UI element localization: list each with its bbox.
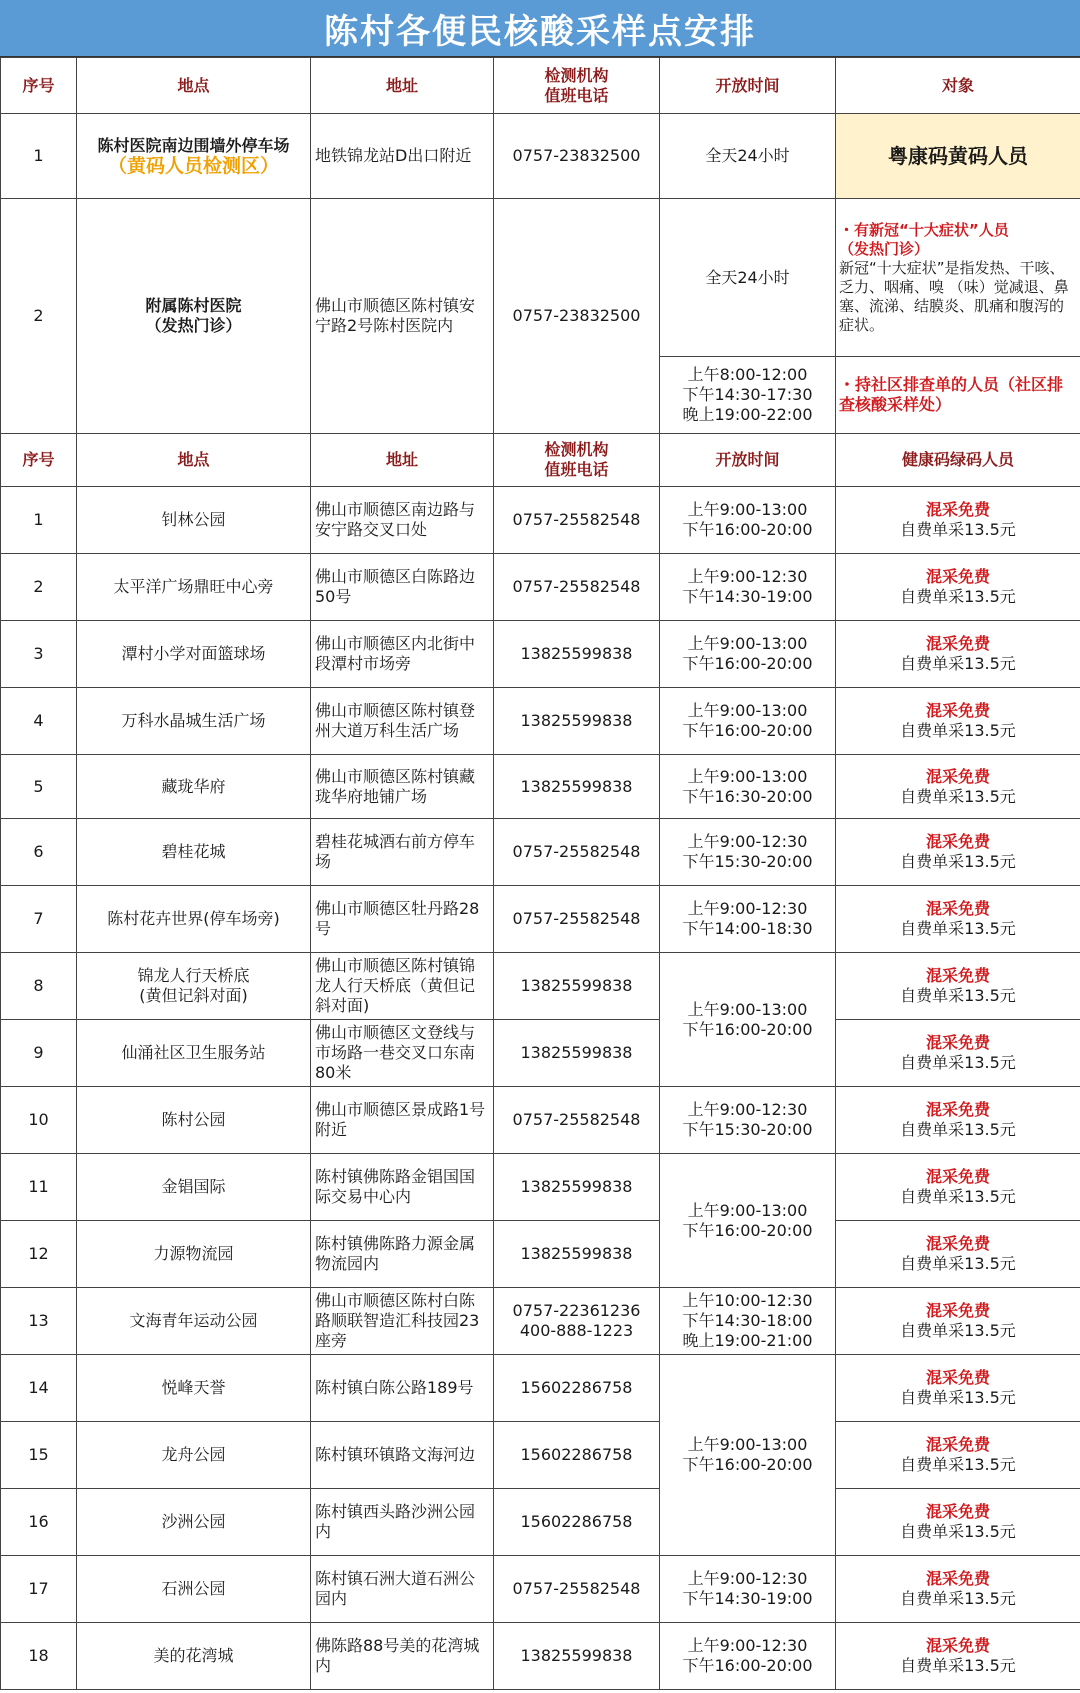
row-phone: 13825599838 xyxy=(494,1221,660,1288)
header-seq: 序号 xyxy=(1,58,77,114)
row-place: 金锠国际 xyxy=(77,1154,311,1221)
table-row xyxy=(1,1087,1080,1154)
row-phone: 0757-25582548 xyxy=(494,819,660,886)
row-place: 锦龙人行天桥底 (黄但记斜对面) xyxy=(77,953,311,1020)
row-hours: 上午9:00-12:30 下午14:30-19:00 xyxy=(660,1556,836,1623)
row-place: 陈村花卉世界(停车场旁) xyxy=(77,886,311,953)
row-seq: 5 xyxy=(1,755,77,819)
row-seq: 4 xyxy=(1,688,77,755)
header-target: 健康码绿码人员 xyxy=(836,434,1080,487)
row-place: 仙涌社区卫生服务站 xyxy=(77,1020,311,1087)
row-place: 万科水晶城生活广场 xyxy=(77,688,311,755)
table-row xyxy=(1,1020,1080,1087)
table-header xyxy=(1,434,1080,487)
row-address: 陈村镇西头路沙洲公园内 xyxy=(311,1489,494,1556)
row-phone: 0757-23832500 xyxy=(494,199,660,434)
row-hours: 上午8:00-12:00 下午14:30-17:30 晚上19:00-22:00 xyxy=(660,357,836,434)
row-address: 碧桂花城酒右前方停车场 xyxy=(311,819,494,886)
row-hours: 全天24小时 xyxy=(660,199,836,357)
row-address: 佛山市顺德区内北街中段潭村市场旁 xyxy=(311,621,494,688)
row-hours: 上午10:00-12:30 下午14:30-18:00 晚上19:00-21:00 xyxy=(660,1288,836,1355)
row-seq: 13 xyxy=(1,1288,77,1355)
row-target: ・持社区排查单的人员（社区排查核酸采样处） xyxy=(836,357,1080,434)
row-place: 悦峰天誉 xyxy=(77,1355,311,1422)
row-target: 混采免费 自费单采13.5元 xyxy=(836,1154,1080,1221)
table-row xyxy=(1,1288,1080,1355)
row-seq: 17 xyxy=(1,1556,77,1623)
row-target: 混采免费 自费单采13.5元 xyxy=(836,755,1080,819)
row-address: 陈村镇石洲大道石洲公园内 xyxy=(311,1556,494,1623)
row-address: 佛陈路88号美的花湾城内 xyxy=(311,1623,494,1690)
header-address: 地址 xyxy=(311,434,494,487)
row-address: 佛山市顺德区陈村白陈路顺联智造汇科技园23座旁 xyxy=(311,1288,494,1355)
row-target: 混采免费 自费单采13.5元 xyxy=(836,1489,1080,1556)
row-hours: 上午9:00-13:00 下午16:00-20:00 xyxy=(660,1154,836,1288)
row-hours: 上午9:00-12:30 下午16:00-20:00 xyxy=(660,1623,836,1690)
header-phone: 检测机构 值班电话 xyxy=(494,434,660,487)
row-phone: 15602286758 xyxy=(494,1422,660,1489)
row-place: 美的花湾城 xyxy=(77,1623,311,1690)
row-address: 陈村镇白陈公路189号 xyxy=(311,1355,494,1422)
row-target: 混采免费 自费单采13.5元 xyxy=(836,953,1080,1020)
table-row xyxy=(1,1556,1080,1623)
row-address: 佛山市顺德区牡丹路28号 xyxy=(311,886,494,953)
row-target: 混采免费 自费单采13.5元 xyxy=(836,1355,1080,1422)
row-address: 佛山市顺德区陈村镇登州大道万科生活广场 xyxy=(311,688,494,755)
row-place: 石洲公园 xyxy=(77,1556,311,1623)
row-place: 陈村医院南边围墙外停车场 （黄码人员检测区） xyxy=(77,114,311,199)
row-phone: 15602286758 xyxy=(494,1355,660,1422)
table-row xyxy=(1,1489,1080,1556)
row-seq: 3 xyxy=(1,621,77,688)
row-place: 文海青年运动公园 xyxy=(77,1288,311,1355)
row-address: 地铁锦龙站D出口附近 xyxy=(311,114,494,199)
page-title: 陈村各便民核酸采样点安排 xyxy=(0,0,1080,57)
row-seq: 9 xyxy=(1,1020,77,1087)
row-phone: 13825599838 xyxy=(494,1623,660,1690)
table-row xyxy=(1,1221,1080,1288)
row-seq: 10 xyxy=(1,1087,77,1154)
row-address: 佛山市顺德区陈村镇安宁路2号陈村医院内 xyxy=(311,199,494,434)
row-address: 陈村镇环镇路文海河边 xyxy=(311,1422,494,1489)
row-target: 粤康码黄码人员 xyxy=(836,114,1080,199)
row-phone: 0757-23832500 xyxy=(494,114,660,199)
row-seq: 2 xyxy=(1,554,77,621)
row-target: ・有新冠“十大症状”人员 （发热门诊） 新冠“十大症状”是指发热、干咳、乏力、咽痛、嗅 （味）觉减退、鼻塞、流涕、结膜炎、肌痛和腹泻的症状。 xyxy=(836,199,1080,357)
row-place: 太平洋广场鼎旺中心旁 xyxy=(77,554,311,621)
row-phone: 13825599838 xyxy=(494,755,660,819)
table-row xyxy=(1,1623,1080,1690)
row-target: 混采免费 自费单采13.5元 xyxy=(836,554,1080,621)
row-phone: 15602286758 xyxy=(494,1489,660,1556)
table-row xyxy=(1,114,1080,199)
row-address: 佛山市顺德区文登线与市场路一巷交叉口东南80米 xyxy=(311,1020,494,1087)
header-place: 地点 xyxy=(77,58,311,114)
row-phone: 0757-25582548 xyxy=(494,554,660,621)
row-target: 混采免费 自费单采13.5元 xyxy=(836,1288,1080,1355)
row-seq: 6 xyxy=(1,819,77,886)
row-target: 混采免费 自费单采13.5元 xyxy=(836,621,1080,688)
row-target: 混采免费 自费单采13.5元 xyxy=(836,1623,1080,1690)
row-phone: 13825599838 xyxy=(494,953,660,1020)
row-phone: 0757-25582548 xyxy=(494,1087,660,1154)
row-place: 碧桂花城 xyxy=(77,819,311,886)
row-seq: 8 xyxy=(1,953,77,1020)
table-row xyxy=(1,886,1080,953)
row-place: 陈村公园 xyxy=(77,1087,311,1154)
row-seq: 15 xyxy=(1,1422,77,1489)
row-seq: 1 xyxy=(1,114,77,199)
row-phone: 0757-25582548 xyxy=(494,487,660,554)
row-seq: 14 xyxy=(1,1355,77,1422)
table-row xyxy=(1,688,1080,755)
table-row xyxy=(1,199,1080,357)
header-phone: 检测机构 值班电话 xyxy=(494,58,660,114)
row-seq: 18 xyxy=(1,1623,77,1690)
row-hours: 上午9:00-12:30 下午15:30-20:00 xyxy=(660,819,836,886)
row-target: 混采免费 自费单采13.5元 xyxy=(836,886,1080,953)
row-target: 混采免费 自费单采13.5元 xyxy=(836,1221,1080,1288)
table-row xyxy=(1,1422,1080,1489)
row-seq: 1 xyxy=(1,487,77,554)
row-target: 混采免费 自费单采13.5元 xyxy=(836,819,1080,886)
row-phone: 13825599838 xyxy=(494,1154,660,1221)
row-place: 龙舟公园 xyxy=(77,1422,311,1489)
row-hours: 上午9:00-12:30 下午14:00-18:30 xyxy=(660,886,836,953)
row-target: 混采免费 自费单采13.5元 xyxy=(836,1556,1080,1623)
row-hours: 上午9:00-13:00 下午16:00-20:00 xyxy=(660,621,836,688)
table-row xyxy=(1,755,1080,819)
row-address: 佛山市顺德区陈村镇锦龙人行天桥底（黄但记斜对面) xyxy=(311,953,494,1020)
row-place: 沙洲公园 xyxy=(77,1489,311,1556)
row-seq: 7 xyxy=(1,886,77,953)
row-phone: 0757-22361236 400-888-1223 xyxy=(494,1288,660,1355)
row-hours: 上午9:00-13:00 下午16:00-20:00 xyxy=(660,487,836,554)
row-target: 混采免费 自费单采13.5元 xyxy=(836,1087,1080,1154)
row-place: 藏珑华府 xyxy=(77,755,311,819)
sampling-sites-table xyxy=(0,57,1080,1690)
table-row xyxy=(1,1154,1080,1221)
row-phone: 13825599838 xyxy=(494,621,660,688)
row-seq: 12 xyxy=(1,1221,77,1288)
row-hours: 上午9:00-13:00 下午16:30-20:00 xyxy=(660,755,836,819)
row-phone: 13825599838 xyxy=(494,1020,660,1087)
table-row xyxy=(1,1355,1080,1422)
row-hours: 上午9:00-13:00 下午16:00-20:00 xyxy=(660,953,836,1087)
row-seq: 16 xyxy=(1,1489,77,1556)
table-row xyxy=(1,819,1080,886)
row-place: 潭村小学对面篮球场 xyxy=(77,621,311,688)
header-seq: 序号 xyxy=(1,434,77,487)
table-row xyxy=(1,953,1080,1020)
row-address: 佛山市顺德区南边路与安宁路交叉口处 xyxy=(311,487,494,554)
row-place: 力源物流园 xyxy=(77,1221,311,1288)
header-address: 地址 xyxy=(311,58,494,114)
table-header xyxy=(1,58,1080,114)
row-hours: 上午9:00-12:30 下午14:30-19:00 xyxy=(660,554,836,621)
row-target: 混采免费 自费单采13.5元 xyxy=(836,1422,1080,1489)
row-place: 钊林公园 xyxy=(77,487,311,554)
row-hours: 上午9:00-13:00 下午16:00-20:00 xyxy=(660,1355,836,1556)
header-hours: 开放时间 xyxy=(660,58,836,114)
row-hours: 上午9:00-12:30 下午15:30-20:00 xyxy=(660,1087,836,1154)
header-place: 地点 xyxy=(77,434,311,487)
row-target: 混采免费 自费单采13.5元 xyxy=(836,1020,1080,1087)
row-address: 陈村镇佛陈路力源金属物流园内 xyxy=(311,1221,494,1288)
row-phone: 0757-25582548 xyxy=(494,886,660,953)
row-target: 混采免费 自费单采13.5元 xyxy=(836,688,1080,755)
table-row xyxy=(1,554,1080,621)
table-row xyxy=(1,487,1080,554)
row-target: 混采免费 自费单采13.5元 xyxy=(836,487,1080,554)
row-hours: 上午9:00-13:00 下午16:00-20:00 xyxy=(660,688,836,755)
row-seq: 11 xyxy=(1,1154,77,1221)
row-phone: 0757-25582548 xyxy=(494,1556,660,1623)
row-place: 附属陈村医院 （发热门诊） xyxy=(77,199,311,434)
header-hours: 开放时间 xyxy=(660,434,836,487)
header-target: 对象 xyxy=(836,58,1080,114)
row-seq: 2 xyxy=(1,199,77,434)
row-hours: 全天24小时 xyxy=(660,114,836,199)
row-address: 佛山市顺德区白陈路边50号 xyxy=(311,554,494,621)
row-address: 佛山市顺德区景成路1号附近 xyxy=(311,1087,494,1154)
table-row xyxy=(1,621,1080,688)
row-address: 陈村镇佛陈路金锠国国际交易中心内 xyxy=(311,1154,494,1221)
row-address: 佛山市顺德区陈村镇藏珑华府地铺广场 xyxy=(311,755,494,819)
row-phone: 13825599838 xyxy=(494,688,660,755)
